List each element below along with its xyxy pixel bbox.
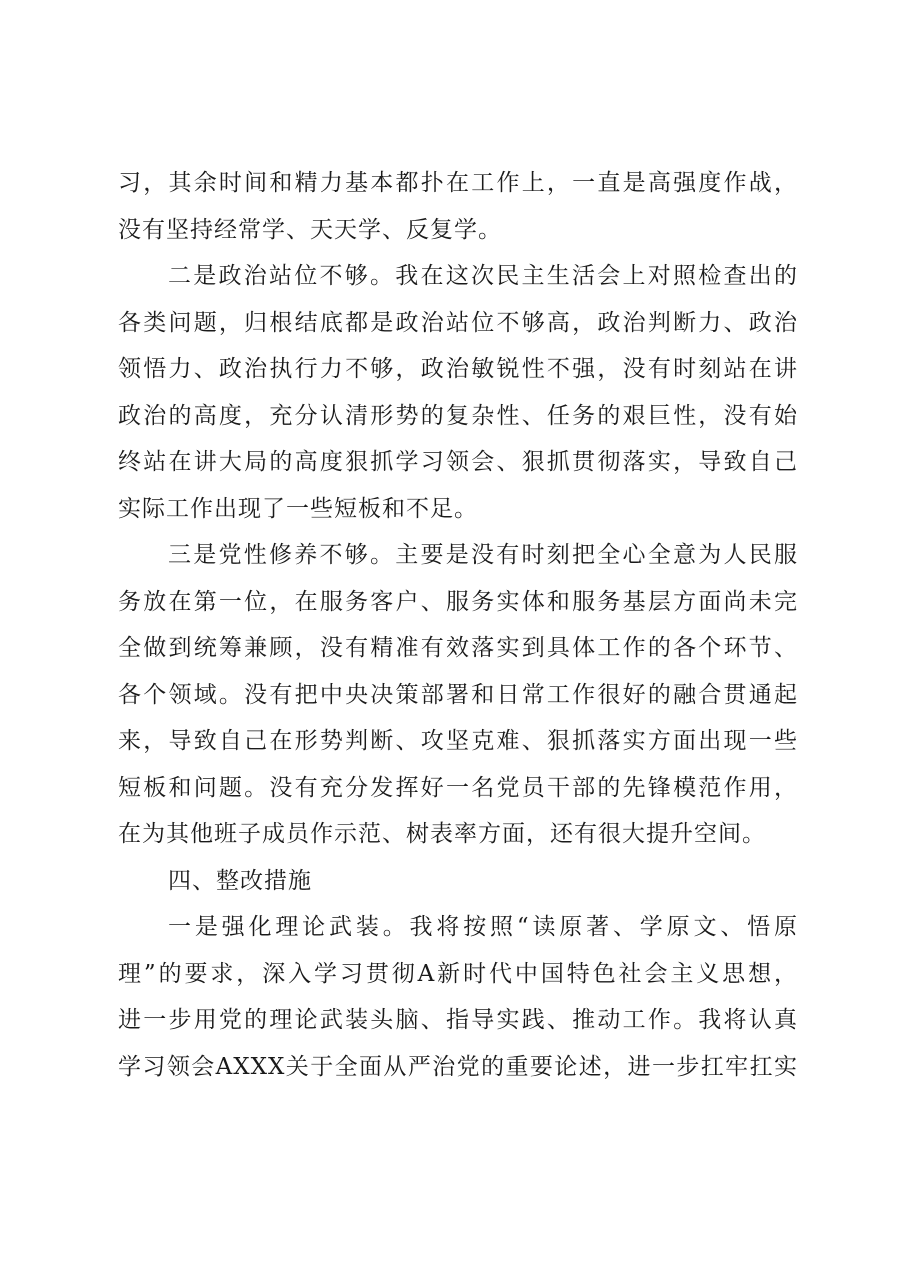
text-line: 全做到统筹兼顾，没有精准有效落实到具体工作的各个环节、 — [118, 635, 798, 661]
paragraph-first-line: 三是党性修养不够。主要是没有时刻把全心全意为人民服 — [168, 542, 798, 568]
text-line: 来，导致自己在形势判断、攻坚克难、狠抓落实方面出现一些 — [118, 728, 798, 754]
text-line: 务放在第一位，在服务客户、服务实体和服务基层方面尚未完 — [118, 588, 798, 615]
text-line: 各个领域。没有把中央决策部署和日常工作很好的融合贯通起 — [118, 681, 798, 708]
paragraph-first-line: 一是强化理论武装。我将按照“读原著、学原文、悟原 — [168, 914, 798, 940]
text-line: 习，其余时间和精力基本都扑在工作上，一直是高强度作战， — [118, 170, 798, 196]
text-line: 进一步用党的理论武装头脑、指导实践、推动工作。我将认真 — [118, 1007, 798, 1033]
text-line: 领悟力、政治执行力不够，政治敏锐性不强，没有时刻站在讲 — [118, 356, 798, 382]
text-line: 短板和问题。没有充分发挥好一名党员干部的先锋模范作用， — [118, 774, 798, 801]
text-line: 各类问题，归根结底都是政治站位不够高，政治判断力、政治 — [118, 309, 798, 336]
text-line: 没有坚持经常学、天天学、反复学。 — [118, 216, 502, 243]
paragraph-first-line: 二是政治站位不够。我在这次民主生活会上对照检查出的 — [168, 263, 798, 289]
text-line: 在为其他班子成员作示范、树表率方面，还有很大提升空间。 — [118, 821, 766, 847]
text-line: 终站在讲大局的高度狠抓学习领会、狠抓贯彻落实，导致自己 — [118, 449, 798, 475]
text-line: 政治的高度，充分认清形势的复杂性、任务的艰巨性，没有始 — [118, 402, 798, 429]
text-line: 理”的要求，深入学习贯彻A新时代中国特色社会主义思想， — [118, 960, 798, 987]
text-line: 实际工作出现了一些短板和不足。 — [118, 495, 478, 522]
section-heading: 四、整改措施 — [168, 867, 312, 894]
text-line: 学习领会AXXX关于全面从严治党的重要论述，进一步扛牢扛实 — [118, 1053, 798, 1080]
document-body — [118, 160, 798, 1090]
